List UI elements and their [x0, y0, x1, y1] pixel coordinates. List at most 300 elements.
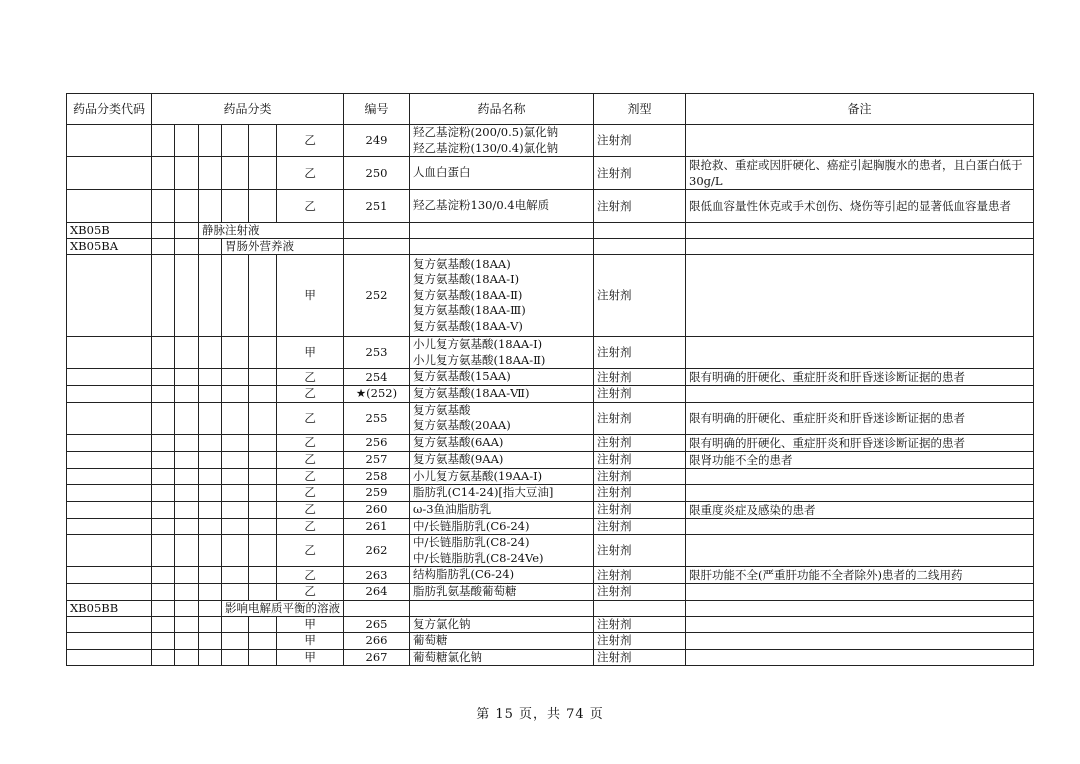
level-cell — [152, 369, 175, 386]
level-cell — [222, 501, 249, 518]
grade-cell: 乙 — [277, 157, 344, 190]
form-cell: 注射剂 — [594, 125, 686, 157]
level-cell — [199, 190, 222, 223]
drug-name: 复方氨基酸 — [413, 402, 471, 417]
drug-name: 葡萄糖氯化钠 — [413, 649, 482, 664]
form-cell: 注射剂 — [594, 255, 686, 337]
note-cell: 限肾功能不全的患者 — [686, 451, 1034, 468]
grade-cell: 乙 — [277, 402, 344, 434]
drug-name: 小儿复方氨基酸(19AA-Ⅰ) — [413, 468, 543, 483]
code-cell — [67, 649, 152, 666]
header-category: 药品分类 — [152, 94, 344, 125]
form-cell: 注射剂 — [594, 518, 686, 535]
level-cell — [175, 157, 199, 190]
drug-name: 人血白蛋白 — [413, 165, 471, 180]
level-cell — [152, 451, 175, 468]
level-cell — [249, 535, 277, 567]
note-cell — [686, 649, 1034, 666]
grade-cell: 乙 — [277, 468, 344, 485]
level-cell — [249, 649, 277, 666]
number-cell: 267 — [344, 649, 410, 666]
level-cell — [199, 255, 222, 337]
number-cell: 262 — [344, 535, 410, 567]
level-cell — [152, 402, 175, 434]
note-cell — [686, 386, 1034, 403]
level-cell — [222, 616, 249, 633]
name-cell — [410, 518, 594, 535]
form-cell: 注射剂 — [594, 337, 686, 369]
level-cell — [175, 584, 199, 601]
form-cell: 注射剂 — [594, 468, 686, 485]
level-cell — [249, 386, 277, 403]
level-cell — [152, 535, 175, 567]
level-cell — [249, 501, 277, 518]
level-cell — [222, 535, 249, 567]
grade-cell: 甲 — [277, 649, 344, 666]
form-cell: 注射剂 — [594, 584, 686, 601]
level-cell — [199, 649, 222, 666]
code-cell — [67, 386, 152, 403]
level-cell — [249, 468, 277, 485]
note-cell — [686, 633, 1034, 650]
level-cell — [152, 434, 175, 451]
drug-name: 复方氨基酸(18AA-Ⅱ) — [413, 287, 523, 302]
category-row — [67, 600, 1034, 616]
number-cell: 265 — [344, 616, 410, 633]
table-row — [67, 337, 1034, 369]
level-cell — [249, 125, 277, 157]
table-row — [67, 157, 1034, 190]
grade-cell: 乙 — [277, 501, 344, 518]
name-cell — [410, 649, 594, 666]
number-cell: 253 — [344, 337, 410, 369]
level-cell — [222, 369, 249, 386]
number-cell: 255 — [344, 402, 410, 434]
form-cell: 注射剂 — [594, 535, 686, 567]
name-cell — [410, 337, 594, 369]
level-cell — [175, 468, 199, 485]
code-cell — [67, 125, 152, 157]
level-cell — [222, 190, 249, 223]
number-cell: 260 — [344, 501, 410, 518]
grade-cell: 甲 — [277, 616, 344, 633]
table-row — [67, 434, 1034, 451]
level-cell — [222, 633, 249, 650]
table-row — [67, 535, 1034, 567]
level-cell — [152, 600, 175, 616]
level-cell — [199, 501, 222, 518]
level-cell — [175, 386, 199, 403]
code-cell — [67, 584, 152, 601]
note-cell — [686, 616, 1034, 633]
level-cell — [222, 337, 249, 369]
level-cell — [199, 535, 222, 567]
level-cell — [175, 616, 199, 633]
name-cell — [410, 567, 594, 584]
drug-name: 结构脂肪乳(C6-24) — [413, 567, 515, 582]
code-cell — [67, 518, 152, 535]
level-cell — [249, 584, 277, 601]
name-cell — [410, 434, 594, 451]
level-cell — [222, 386, 249, 403]
level-cell — [222, 255, 249, 337]
grade-cell: 乙 — [277, 190, 344, 223]
table-row — [67, 649, 1034, 666]
table-row — [67, 369, 1034, 386]
level-cell — [152, 649, 175, 666]
form-cell: 注射剂 — [594, 501, 686, 518]
drug-name: 复方氨基酸(6AA) — [413, 434, 504, 449]
level-cell — [175, 600, 199, 616]
level-cell — [199, 584, 222, 601]
form-cell: 注射剂 — [594, 386, 686, 403]
drug-name: ω-3鱼油脂肪乳 — [413, 501, 492, 516]
level-cell — [199, 485, 222, 502]
number-cell: 249 — [344, 125, 410, 157]
level-cell — [249, 485, 277, 502]
form-cell: 注射剂 — [594, 485, 686, 502]
level-cell — [175, 255, 199, 337]
level-cell — [152, 616, 175, 633]
code-cell — [67, 190, 152, 223]
level-cell — [152, 337, 175, 369]
number-cell — [344, 223, 410, 239]
category-label: 影响电解质平衡的溶液 — [222, 600, 344, 616]
table-row — [67, 402, 1034, 434]
note-cell — [686, 239, 1034, 255]
number-cell: 257 — [344, 451, 410, 468]
level-cell — [175, 649, 199, 666]
level-cell — [249, 157, 277, 190]
code-cell: XB05BB — [67, 600, 152, 616]
drug-name: 中/长链脂肪乳(C8-24) — [413, 535, 530, 549]
table-row — [67, 468, 1034, 485]
name-cell — [410, 616, 594, 633]
drug-name: 复方氨基酸(18AA) — [413, 256, 511, 271]
number-cell: 264 — [344, 584, 410, 601]
grade-cell: 乙 — [277, 369, 344, 386]
level-cell — [175, 535, 199, 567]
page-footer: 第 15 页，共 74 页 — [476, 707, 604, 722]
number-cell: 256 — [344, 434, 410, 451]
level-cell — [249, 369, 277, 386]
note-cell — [686, 337, 1034, 369]
name-cell — [410, 386, 594, 403]
drug-name: 小儿复方氨基酸(18AA-Ⅱ) — [413, 352, 546, 367]
note-cell — [686, 584, 1034, 601]
note-cell: 限抢救、重症或因肝硬化、癌症引起胸腹水的患者，且白蛋白低于30g/L — [686, 157, 1034, 190]
number-cell: 251 — [344, 190, 410, 223]
category-row — [67, 223, 1034, 239]
level-cell — [222, 125, 249, 157]
grade-cell: 甲 — [277, 255, 344, 337]
grade-cell: 甲 — [277, 337, 344, 369]
form-cell: 注射剂 — [594, 369, 686, 386]
level-cell — [249, 518, 277, 535]
number-cell: 263 — [344, 567, 410, 584]
level-cell — [175, 451, 199, 468]
form-cell: 注射剂 — [594, 633, 686, 650]
level-cell — [199, 451, 222, 468]
level-cell — [199, 600, 222, 616]
name-cell — [410, 157, 594, 190]
note-cell — [686, 255, 1034, 337]
grade-cell: 乙 — [277, 125, 344, 157]
drug-name: 羟乙基淀粉(200/0.5)氯化钠 — [413, 125, 559, 139]
name-cell — [410, 190, 594, 223]
name-cell — [410, 535, 594, 567]
form-cell: 注射剂 — [594, 434, 686, 451]
level-cell — [152, 239, 175, 255]
name-cell — [410, 485, 594, 502]
table-row — [67, 616, 1034, 633]
grade-cell: 乙 — [277, 434, 344, 451]
drug-name: 葡萄糖 — [413, 633, 448, 647]
level-cell — [175, 567, 199, 584]
level-cell — [199, 402, 222, 434]
table-row — [67, 125, 1034, 157]
name-cell — [410, 255, 594, 337]
level-cell — [152, 485, 175, 502]
form-cell — [594, 223, 686, 239]
table-row — [67, 584, 1034, 601]
level-cell — [152, 501, 175, 518]
level-cell — [222, 567, 249, 584]
drug-name: 脂肪乳氨基酸葡萄糖 — [413, 584, 517, 598]
level-cell — [175, 239, 199, 255]
code-cell — [67, 369, 152, 386]
note-cell — [686, 485, 1034, 502]
level-cell — [175, 434, 199, 451]
name-cell — [410, 223, 594, 239]
code-cell: XB05B — [67, 223, 152, 239]
number-cell — [344, 600, 410, 616]
number-cell: 266 — [344, 633, 410, 650]
table-row — [67, 190, 1034, 223]
level-cell — [222, 434, 249, 451]
drug-name: 复方氨基酸(18AA-Ⅶ) — [413, 386, 530, 400]
name-cell — [410, 125, 594, 157]
header-note: 备注 — [686, 94, 1034, 125]
drug-name: 羟乙基淀粉130/0.4电解质 — [413, 198, 550, 213]
level-cell — [222, 402, 249, 434]
drug-name: 中/长链脂肪乳(C6-24) — [413, 518, 530, 533]
form-cell: 注射剂 — [594, 451, 686, 468]
category-label: 静脉注射液 — [199, 223, 344, 239]
number-cell: 252 — [344, 255, 410, 337]
drug-name: 复方氨基酸(18AA-Ⅴ) — [413, 318, 523, 333]
level-cell — [199, 518, 222, 535]
drug-name: 脂肪乳(C14-24)[指大豆油] — [413, 485, 554, 499]
category-row — [67, 239, 1034, 255]
drug-name: 复方氨基酸(18AA-Ⅲ) — [413, 303, 526, 318]
number-cell — [344, 239, 410, 255]
form-cell — [594, 600, 686, 616]
level-cell — [175, 518, 199, 535]
level-cell — [152, 468, 175, 485]
table-row — [67, 386, 1034, 403]
code-cell — [67, 485, 152, 502]
header-code: 药品分类代码 — [67, 94, 152, 125]
level-cell — [222, 468, 249, 485]
note-cell: 限重度炎症及感染的患者 — [686, 501, 1034, 518]
form-cell: 注射剂 — [594, 649, 686, 666]
code-cell — [67, 402, 152, 434]
drug-name: 复方氨基酸(20AA) — [413, 418, 511, 432]
category-label: 胃肠外营养液 — [222, 239, 344, 255]
drug-name: 复方氨基酸(18AA-Ⅰ) — [413, 272, 520, 287]
level-cell — [199, 239, 222, 255]
code-cell: XB05BA — [67, 239, 152, 255]
level-cell — [152, 518, 175, 535]
name-cell — [410, 633, 594, 650]
note-cell — [686, 125, 1034, 157]
level-cell — [175, 223, 199, 239]
level-cell — [152, 584, 175, 601]
code-cell — [67, 633, 152, 650]
number-cell: 261 — [344, 518, 410, 535]
header-number: 编号 — [344, 94, 410, 125]
grade-cell: 乙 — [277, 584, 344, 601]
grade-cell: 甲 — [277, 633, 344, 650]
level-cell — [249, 402, 277, 434]
code-cell — [67, 501, 152, 518]
level-cell — [152, 386, 175, 403]
drug-name: 小儿复方氨基酸(18AA-Ⅰ) — [413, 337, 543, 351]
name-cell — [410, 584, 594, 601]
code-cell — [67, 337, 152, 369]
name-cell — [410, 451, 594, 468]
level-cell — [249, 633, 277, 650]
level-cell — [222, 518, 249, 535]
level-cell — [199, 468, 222, 485]
number-cell: 259 — [344, 485, 410, 502]
level-cell — [152, 255, 175, 337]
note-cell — [686, 223, 1034, 239]
name-cell — [410, 501, 594, 518]
code-cell — [67, 434, 152, 451]
level-cell — [249, 616, 277, 633]
drug-catalog-table — [66, 93, 1034, 666]
code-cell — [67, 616, 152, 633]
level-cell — [249, 337, 277, 369]
level-cell — [199, 369, 222, 386]
note-cell: 限有明确的肝硬化、重症肝炎和肝昏迷诊断证据的患者 — [686, 369, 1034, 386]
level-cell — [222, 485, 249, 502]
name-cell — [410, 239, 594, 255]
level-cell — [152, 223, 175, 239]
level-cell — [152, 633, 175, 650]
level-cell — [249, 434, 277, 451]
level-cell — [175, 190, 199, 223]
drug-name: 复方氨基酸(9AA) — [413, 451, 504, 466]
code-cell — [67, 535, 152, 567]
note-cell: 限有明确的肝硬化、重症肝炎和肝昏迷诊断证据的患者 — [686, 434, 1034, 451]
form-cell — [594, 239, 686, 255]
note-cell — [686, 468, 1034, 485]
code-cell — [67, 567, 152, 584]
name-cell — [410, 369, 594, 386]
level-cell — [249, 255, 277, 337]
level-cell — [175, 485, 199, 502]
note-cell — [686, 518, 1034, 535]
number-cell: 250 — [344, 157, 410, 190]
level-cell — [199, 337, 222, 369]
level-cell — [199, 633, 222, 650]
table-row — [67, 518, 1034, 535]
table-row — [67, 501, 1034, 518]
level-cell — [199, 386, 222, 403]
grade-cell: 乙 — [277, 451, 344, 468]
code-cell — [67, 255, 152, 337]
level-cell — [175, 337, 199, 369]
level-cell — [222, 157, 249, 190]
number-cell: 258 — [344, 468, 410, 485]
form-cell: 注射剂 — [594, 567, 686, 584]
form-cell: 注射剂 — [594, 190, 686, 223]
note-cell — [686, 600, 1034, 616]
drug-name: 羟乙基淀粉(130/0.4)氯化钠 — [413, 140, 559, 155]
grade-cell: 乙 — [277, 386, 344, 403]
table-row — [67, 485, 1034, 502]
name-cell — [410, 468, 594, 485]
level-cell — [249, 451, 277, 468]
code-cell — [67, 157, 152, 190]
note-cell: 限肝功能不全(严重肝功能不全者除外)患者的二线用药 — [686, 567, 1034, 584]
level-cell — [222, 451, 249, 468]
table-row — [67, 567, 1034, 584]
level-cell — [199, 616, 222, 633]
level-cell — [175, 402, 199, 434]
level-cell — [152, 125, 175, 157]
number-cell: 254 — [344, 369, 410, 386]
table-header-row — [67, 94, 1034, 125]
drug-name: 中/长链脂肪乳(C8-24Ve) — [413, 550, 544, 565]
level-cell — [175, 501, 199, 518]
drug-name: 复方氨基酸(15AA) — [413, 369, 511, 384]
table-row — [67, 633, 1034, 650]
level-cell — [199, 567, 222, 584]
grade-cell: 乙 — [277, 567, 344, 584]
note-cell: 限有明确的肝硬化、重症肝炎和肝昏迷诊断证据的患者 — [686, 402, 1034, 434]
note-cell: 限低血容量性休克或手术创伤、烧伤等引起的显著低血容量患者 — [686, 190, 1034, 223]
form-cell: 注射剂 — [594, 616, 686, 633]
grade-cell: 乙 — [277, 518, 344, 535]
level-cell — [199, 125, 222, 157]
number-cell: ★(252) — [344, 386, 410, 403]
name-cell — [410, 402, 594, 434]
level-cell — [175, 369, 199, 386]
level-cell — [199, 157, 222, 190]
table-row — [67, 255, 1034, 337]
level-cell — [152, 157, 175, 190]
header-name: 药品名称 — [410, 94, 594, 125]
code-cell — [67, 451, 152, 468]
drug-name: 复方氯化钠 — [413, 616, 471, 631]
note-cell — [686, 535, 1034, 567]
grade-cell: 乙 — [277, 485, 344, 502]
grade-cell: 乙 — [277, 535, 344, 567]
level-cell — [222, 649, 249, 666]
level-cell — [175, 633, 199, 650]
header-form: 剂型 — [594, 94, 686, 125]
form-cell: 注射剂 — [594, 402, 686, 434]
table-row — [67, 451, 1034, 468]
level-cell — [152, 190, 175, 223]
level-cell — [249, 567, 277, 584]
level-cell — [199, 434, 222, 451]
form-cell: 注射剂 — [594, 157, 686, 190]
